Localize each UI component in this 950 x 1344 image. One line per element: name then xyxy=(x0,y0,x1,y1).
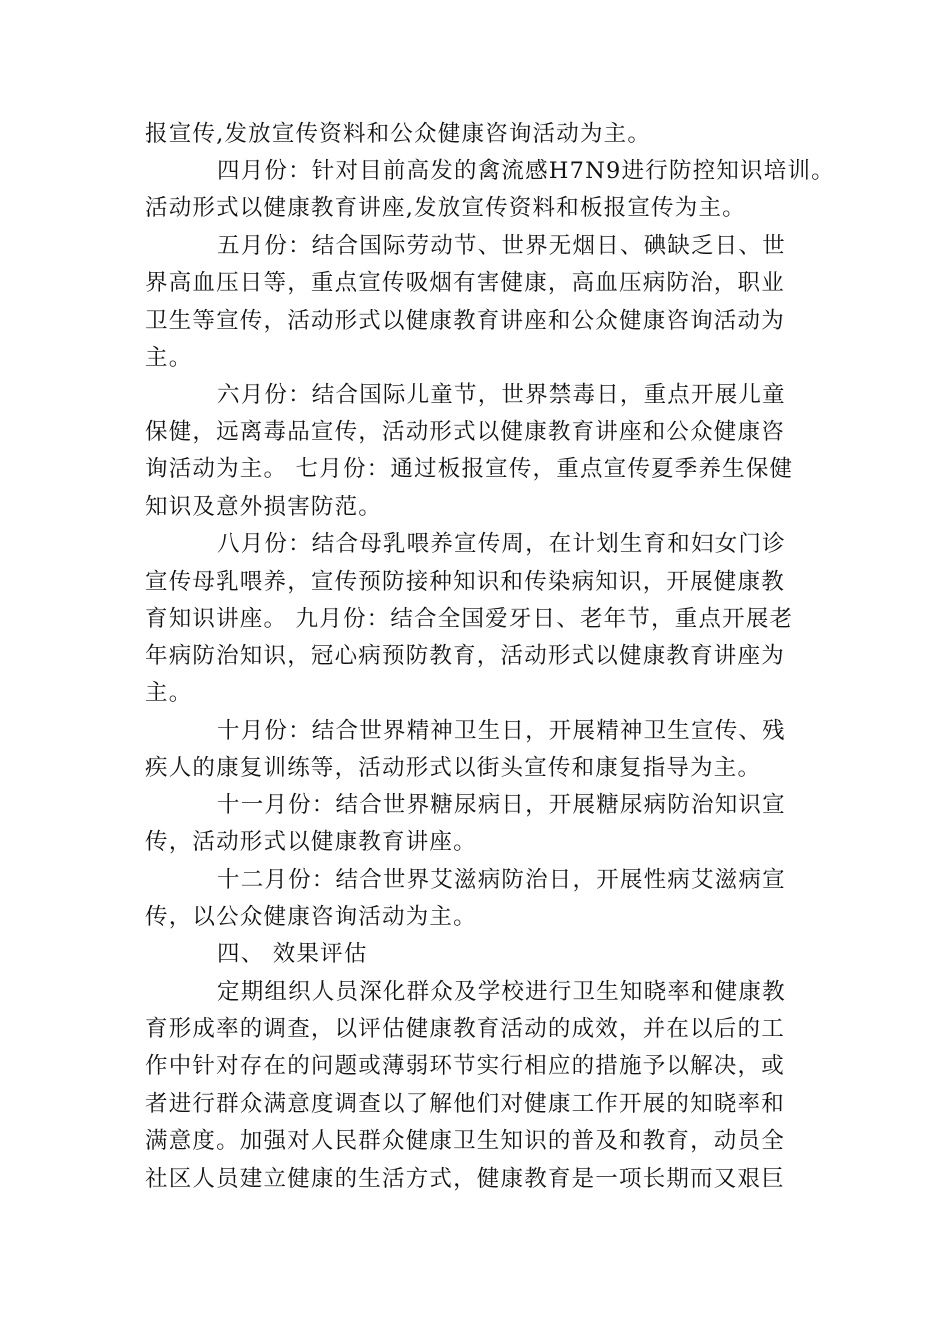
text-line: 社区人员建立健康的生活方式，健康教育是一项长期而又艰巨 xyxy=(145,1166,785,1192)
text-line: 报宣传,发放宣传资料和公众健康咨询活动为主。 xyxy=(145,121,652,147)
text-line: 询活动为主。 七月份：通过板报宣传，重点宣传夏季养生保健 xyxy=(145,456,794,482)
text-line: 宣传母乳喂养，宣传预防接种知识和传染病知识，开展健康教 xyxy=(145,569,785,595)
section-heading: 四、 效果评估 xyxy=(217,941,368,967)
text-line: 者进行群众满意度调查以了解他们对健康工作开展的知晓率和 xyxy=(145,1091,785,1117)
text-line: 卫生等宣传，活动形式以健康教育讲座和公众健康咨询活动为 xyxy=(145,308,785,334)
text-line: 主。 xyxy=(145,345,193,371)
text-line: 五月份：结合国际劳动节、世界无烟日、碘缺乏日、世 xyxy=(217,233,786,259)
text-line: 活动形式以健康教育讲座,发放宣传资料和板报宣传为主。 xyxy=(145,195,746,221)
text-line: 年病防治知识，冠心病预防教育，活动形式以健康教育讲座为 xyxy=(145,643,785,669)
text-line: 定期组织人员深化群众及学校进行卫生知晓率和健康教 xyxy=(217,979,786,1005)
text-line: 四月份：针对目前高发的禽流感H7N9进行防控知识培训。 xyxy=(217,158,835,184)
text-line: 主。 xyxy=(145,680,193,706)
text-line: 传，以公众健康咨询活动为主。 xyxy=(145,904,477,930)
text-line: 传，活动形式以健康教育讲座。 xyxy=(145,829,477,855)
text-line: 知识及意外损害防范。 xyxy=(145,494,383,520)
text-line: 界高血压日等，重点宣传吸烟有害健康，高血压病防治，职业 xyxy=(145,270,785,296)
text-line: 十一月份：结合世界糖尿病日，开展糖尿病防治知识宣 xyxy=(217,792,786,818)
text-line: 满意度。加强对人民群众健康卫生知识的普及和教育，动员全 xyxy=(145,1128,785,1154)
text-line: 疾人的康复训练等，活动形式以街头宣传和康复指导为主。 xyxy=(145,755,762,781)
text-line: 育知识讲座。 九月份：结合全国爱牙日、老年节，重点开展老 xyxy=(145,606,794,632)
text-line: 育形成率的调查，以评估健康教育活动的成效，并在以后的工 xyxy=(145,1016,785,1042)
text-line: 保健，远离毒品宣传，活动形式以健康教育讲座和公众健康咨 xyxy=(145,419,785,445)
text-line: 作中针对存在的问题或薄弱环节实行相应的措施予以解决，或 xyxy=(145,1053,785,1079)
text-line: 六月份：结合国际儿童节，世界禁毒日，重点开展儿童 xyxy=(217,382,786,408)
text-line: 八月份：结合母乳喂养宣传周，在计划生育和妇女门诊 xyxy=(217,531,786,557)
text-line: 十二月份：结合世界艾滋病防治日，开展性病艾滋病宣 xyxy=(217,867,786,893)
text-line: 十月份：结合世界精神卫生日，开展精神卫生宣传、残 xyxy=(217,718,786,744)
